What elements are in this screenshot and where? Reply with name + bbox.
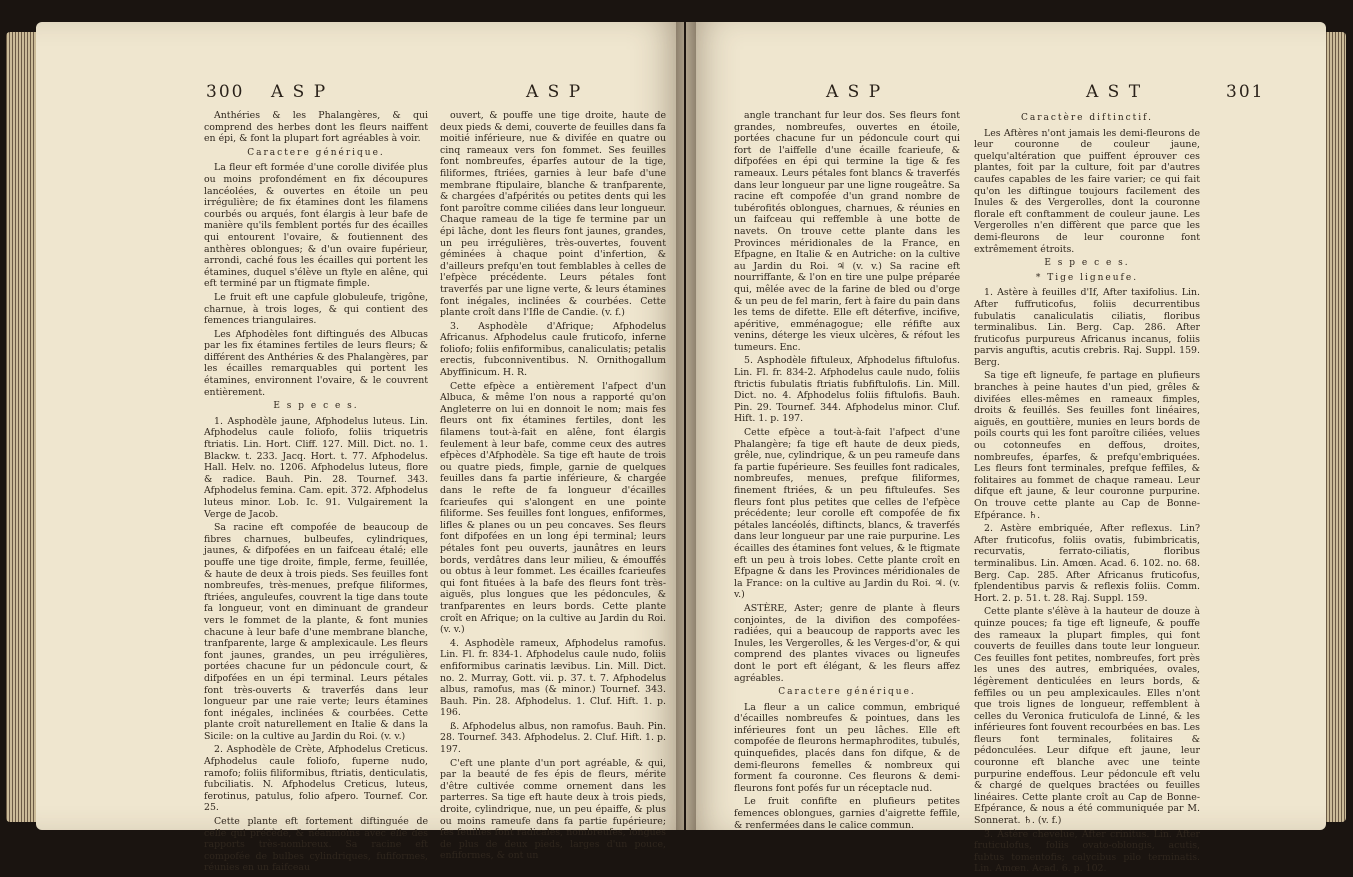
paragraph: E s p e c e s. (1044, 258, 1130, 269)
paragraph: ouvert, & pouffe une tige droite, haute de deux pieds & demi, couverte de feuilles dans fa moitié inférieure, nue & divifée en quatre ou cinq rameaux vers fon fommet. Ses feuilles font nombreufes, éparfes autour de la tige, filiformes, ftriées, garnies à leur bafe d'une membrane ftipulaire, blanche & tranfparente, & chargées d'afpérités ou petites dents qui les font paroître comme ciliées dans leur longueur. Chaque rameau de la tige fe termine par un épi lâche, dont les fleurs font jaunes, grandes, un peu irrégulières, très-ouvertes, fouvent géminées à chaque point d'infertion, & d'ailleurs prefqu'en tout femblables à celles de l'efpèce précédente. Leurs pétales font traverfés par une ligne verte, & leurs étamines font inégales, inclinées & courbées. Cette plante croît dans l'Ifle de Candie. (v. f.) (440, 110, 666, 319)
paragraph: Cette efpèce a tout-à-fait l'afpect d'une Phalangère; fa tige eft haute de deux pieds, grêle, nue, cylindrique, & un peu rameufe dans fa partie fupérieure. Ses feuilles font radicales, nombreufes, menues, prefque filiformes, finement ftriées, & un peu fiftuleufes. Ses fleurs font plus petites que celles de l'efpèce précédente; leur corolle eft compofée de fix pétales lancéolés, diftincts, blancs, & traverfés dans leur longueur par une raie purpurine. Les écailles des étamines font velues, & le ftigmate eft un peu à trois lobes. Cette plante croît en Efpagne & dans les Provinces méridionales de la France: on la cultive au Jardin du Roi. ♃. (v. v.) (734, 427, 960, 601)
paragraph: Les Aftères n'ont jamais les demi-fleurons de leur couronne de couleur jaune, quelqu'altération que puiffent éprouver ces plantes, foit par la culture, foit par d'autres caufes capables de les faire varier; ce qui fait qu'on les diftingue toujours facilement des Inules & des Vergerolles, dont la couronne florale eft conftamment de couleur jaune. Les Vergerolles n'en diffèrent que parce que les demi-fleurons de leur couronne font extrêmement étroits. (974, 127, 1200, 255)
left-column-1 (204, 110, 428, 876)
right-page-number: 301 (1226, 82, 1265, 102)
paragraph: Le fruit confifte en plufieurs petites femences oblongues, garnies d'aigrette feffile, & renfermées dans le calice commun. (734, 796, 960, 831)
right-running-head-b: A S T (1086, 82, 1143, 102)
paragraph: C'eft une plante d'un port agréable, & qui, par la beauté de fes épis de fleurs, mérite d'être cultivée comme ornement dans les parterres. Sa tige eft haute deux à trois pieds, droite, cylindrique, nue, un peu épaiffe, & plus ou moins rameufe dans fa partie fupérieure; fes feuilles font radicales, nombreufes, longues de plus de deux pieds, larges d'un pouce, enfiformes, & ont un (440, 757, 666, 862)
paragraph: Sa racine eft compofée de beaucoup de fibres charnues, bulbeufes, cylindriques, jaunes, & difpofées en un faifceau étalé; elle pouffe une tige droite, fimple, ferme, feuillée, & haute de deux à trois pieds. Ses feuilles font nombreufes, très-menues, prefque filiformes, ftriées, anguleufes, couvrent la tige dans toute fa longueur, vont en diminuant de grandeur vers le fommet de la plante, & font munies chacune à leur bafe d'une membrane blanche, tranfparente, large & amplexicaule. Les fleurs font jaunes, grandes, un peu irrégulières, portées chacune fur un pédoncule court, & difpofées en un épi terminal. Leurs pétales font très-ouverts & traverfés dans leur longueur par une raie verte; leurs étamines font inégales, inclinées & courbées. Cette plante croît naturellement en Italie & dans la Sicile: on la cultive au Jardin du Roi. (v. v.) (204, 522, 428, 742)
paragraph: ASTÈRE, Aster; genre de plante à fleurs conjointes, de la divifion des compofées-radiées, qui a beaucoup de rapports avec les Inules, les Vergerolles, & les Verges-d'or, & qui comprend des plantes vivaces ou ligneufes dont le port eft élégant, & les fleurs affez agréables. (734, 602, 960, 684)
book-gutter (676, 22, 696, 830)
right-page-edges (1324, 32, 1346, 822)
paragraph: 1. Astère à feuilles d'If, After taxifolius. Lin. After fuffruticofus, foliis decurrentibus fubulatis canaliculatis ciliatis, floribus terminalibus. Lin. Berg. Cap. 286. After fruticofus purpureus Africanus incanus, foliis parvis anguftis, acutis crebris. Raj. Suppl. 159. Berg. (974, 287, 1200, 368)
paragraph: Anthéries & les Phalangères, & qui comprend des herbes dont les fleurs naiffent en épi, & font la plupart fort agréables à voir. (204, 110, 428, 145)
paragraph: Les Afphodèles font diftingués des Albucas par les fix étamines fertiles de leurs fleurs; & différent des Anthéries & des Phalangères, par les écailles remarquables qui portent les étamines, environnent l'ovaire, & le couvrent entièrement. (204, 328, 428, 398)
left-page-edges (6, 32, 38, 822)
left-page-number: 300 (206, 82, 245, 102)
paragraph: 3. Asphodèle d'Afrique; Afphodelus Africanus. Afphodelus caule fruticofo, inferne foliofo; foliis enfiformibus, canaliculatis; petalis erectis, fubconniventibus. N. Ornithogallum Abyffinicum. H. R. (440, 320, 666, 379)
left-running-head-a: A S P (271, 82, 328, 102)
paragraph: * Tige ligneufe. (1035, 272, 1139, 283)
right-running-head-a: A S P (826, 82, 883, 102)
paragraph: Sa tige eft ligneufe, fe partage en plufieurs branches à peine hautes d'un pied, grêles & divifées elles-mêmes en rameaux fimples, droits & feuillés. Ses feuilles font linéaires, aiguës, en gouttière, munies en leurs bords de poils courts qui les font paroître ciliées, velues ou cotonneufes en deffous, droites, nombreufes, éparfes, & prefqu'embriquées. Les fleurs font terminales, prefque feffiles, & folitaires au fommet de chaque rameau. Leur difque eft jaune, & leur couronne purpurine. On trouve cette plante au Cap de Bonne-Efpérance. ♄. (974, 370, 1200, 521)
paragraph: Cette efpèce a entièrement l'afpect d'un Albuca, & même l'on nous a rapporté qu'on Angleterre on lui en donnoit le nom; mais fes fleurs ont fix étamines fertiles, dont les filamens tout-à-fait en alêne, font élargis feulement à leur bafe, comme ceux des autres efpèces d'Afphodèle. Sa tige eft haute de trois ou quatre pieds, fimple, garnie de quelques feuilles dans fa partie inférieure, & chargée dans le refte de fa longueur d'écailles fcarieufes qui s'alongent en une pointe filiforme. Ses feuilles font longues, enfiformes, lifles & planes ou un peu concaves. Ses fleurs font difpofées en un long épi terminal; leurs pétales font peu ouverts, jaunâtres en leurs bords, verdâtres dans leur milieu, & émouffés ou obtus à leur fommet. Les écailles fcarieufes qui font fituées à la bafe des fleurs font très-aiguës, plus longues que les pédoncules, & tranfparentes en leurs bords. Cette plante croît en Afrique; on la cultive au Jardin du Roi. (v. v.) (440, 380, 666, 636)
paragraph: 2. Astère embriquée, After reflexus. Lin? After fruticofus, foliis ovatis, fubimbricatis, recurvatis, ferrato-ciliatis, floribus terminalibus. Lin. Amœn. Acad. 6. 102. no. 68. Berg. Cap. 285. After Africanus fruticofus, fplendentibus parvis & reflexis foliis. Comm. Hort. 2. p. 51. t. 28. Raj. Suppl. 159. (974, 523, 1200, 604)
paragraph: 4. Asphodèle rameux, Afphodelus ramofus. Lin. Fl. fr. 834-1. Afphodelus caule nudo, foliis enfiformibus carinatis lævibus. Lin. Mill. Dict. no. 2. Murray, Gott. vii. p. 37. t. 7. Afphodelus albus, ramofus, mas (& minor.) Tournef. 343. Bauh. Pin. 28. Afphodelus. 1. Cluf. Hift. 1. p. 196. (440, 637, 666, 719)
paragraph: Caractere générique. (247, 147, 385, 158)
left-page (36, 22, 684, 874)
paragraph: Le fruit eft une capfule globuleufe, trigône, charnue, à trois loges, & qui contient des femences triangulaires. (204, 291, 428, 327)
right-column-1 (734, 110, 960, 833)
paragraph: angle tranchant fur leur dos. Ses fleurs font grandes, nombreufes, ouvertes en étoile, portées chacune fur un pédoncule court qui fort de l'aiffelle d'une écaille fcarieufe, & difpofées en épi qui termine la tige & fes rameaux. Leurs pétales font blancs & traverfés dans leur longueur par une ligne rougeâtre. Sa racine eft compofée d'un grand nombre de tubérofités oblongues, charnues, & réunies en un faifceau qui reffemble à une botte de navets. On trouve cette plante dans les Provinces méridionales de la France, en Efpagne, en Italie & en Autriche: on la cultive au Jardin du Roi. ♃ (v. v.) Sa racine eft nourriffante, & l'on en tire une pulpe préparée qui, mêlée avec de la farine de bled ou d'orge & un peu de fel marin, fert à faire du pain dans les tems de difette. Elle eft déterfive, incifive, apéritive, emménagogue; elle réfifte aux venins, déterge les vieux ulcères, & réfout les tumeurs. Enc. (734, 110, 960, 353)
paragraph: 1. Asphodèle jaune, Afphodelus luteus. Lin. Afphodelus caule foliofo, foliis triquetris ftriatis. Lin. Hort. Cliff. 127. Mill. Dict. no. 1. Blackw. t. 233. Jacq. Hort. t. 77. Afphodelus. Hall. Helv. no. 1206. Afphodelus luteus, flore & radice. Bauh. Pin. 28. Tournef. 343. Afphodelus femina. Cam. epit. 372. Afphodelus luteus minor. Lob. Ic. 91. Vulgairement la Verge de Jacob. (204, 415, 428, 520)
paragraph: 2. Asphodèle de Crète, Afphodelus Creticus. Afphodelus caule foliofo, fuperne nudo, ramofo; foliis filiformibus, ftriatis, denticulatis, fubciliatis. N. Afphodelus Creticus, luteus, ferotinus, patulus, folio afpero. Tournef. Cor. 25. (204, 744, 428, 814)
paragraph: La fleur eft formée d'une corolle divifée plus ou moins profondément en fix découpures lancéolées, & ouvertes en étoile un peu irrégulière; de fix étamines dont les filamens courbés ou arqués, font élargis à leur bafe de manière qu'ils femblent portés fur des écailles qui entourent l'ovaire, & foutiennent des anthères oblongues; & d'un ovaire fupérieur, arrondi, caché fous les écailles qui portent les étamines, duquel s'élève un ftyle en alêne, qui eft terminé par un ftigmate fimple. (204, 162, 428, 290)
open-book (6, 8, 1346, 875)
paragraph: Cette plante eft fortement diftinguée de celle qui précède, & néanmoins avec elle des rapports très-nombreux. Sa racine eft compofée de bulbes cylindriques, fufiformes, réunies en un faifceau (204, 816, 428, 874)
right-page (686, 22, 1326, 875)
paragraph: Cette plante s'élève à la hauteur de douze à quinze pouces; fa tige eft ligneufe, & pouffe des rameaux la plupart fimples, qui font couverts de feuilles dans toute leur longueur. Ces feuilles font petites, nombreufes, fort près les unes des autres, embriquées, ovales, légèrement denticulées en leurs bords, & feffiles ou un peu amplexicaules. Elles n'ont que trois lignes de longueur, reffemblent à celles du Veronica fruticulofa de Linné, & les inférieures font fouvent recourbées en bas. Les fleurs font terminales, folitaires & pédonculées. Leur difque eft jaune, leur couronne eft blanche avec une teinte purpurine endeffous. Leur pédoncule eft velu & chargé de quelques bractées ou feuilles linéaires. Cette plante croît au Cap de Bonne-Efpérance, & nous a été communiquée par M. Sonnerat. ♄. (v. f.) (974, 606, 1200, 827)
paragraph: ß. Afphodelus albus, non ramofus. Bauh. Pin. 28. Tournef. 343. Afphodelus. 2. Cluf. Hift. 1. p. 197. (440, 720, 666, 756)
left-running-head-b: A S P (526, 82, 583, 102)
paragraph: La fleur a un calice commun, embriqué d'écailles nombreufes & pointues, dans les inférieures font un peu lâches. Elle eft compofée de fleurons hermaphrodites, tubulés, quinquefides, placés dans fon difque, & de demi-fleurons femelles & nombreux qui forment fa couronne. Ces fleurons & demi-fleurons font pofés fur un réceptacle nud. (734, 701, 960, 794)
right-column-2 (974, 110, 1200, 877)
paragraph: E s p e c e s. (273, 401, 359, 412)
paragraph: Caractere générique. (778, 687, 916, 698)
paragraph: 3. Astère chevelue, After crinitus. Lin. After fruticulofus, foliis ovato-oblongis, acutis, fubtus tomentofis; calycibus pilo terminatis. Lin. Amœn. Acad. 6. p. 102. (974, 828, 1200, 875)
left-column-2 (440, 110, 666, 864)
paragraph: Caractère diftinctif. (1020, 113, 1154, 123)
paragraph: 5. Asphodèle fiftuleux, Afphodelus fiftulofus. Lin. Fl. fr. 834-2. Afphodelus caule nudo, foliis ftrictis fubulatis ftriatis fubfiftulofis. Lin. Mill. Dict. no. 4. Afphodelus foliis fiftulofis. Bauh. Pin. 29. Tournef. 344. Afphodelus minor. Cluf. Hift. 1. p. 197. (734, 355, 960, 425)
